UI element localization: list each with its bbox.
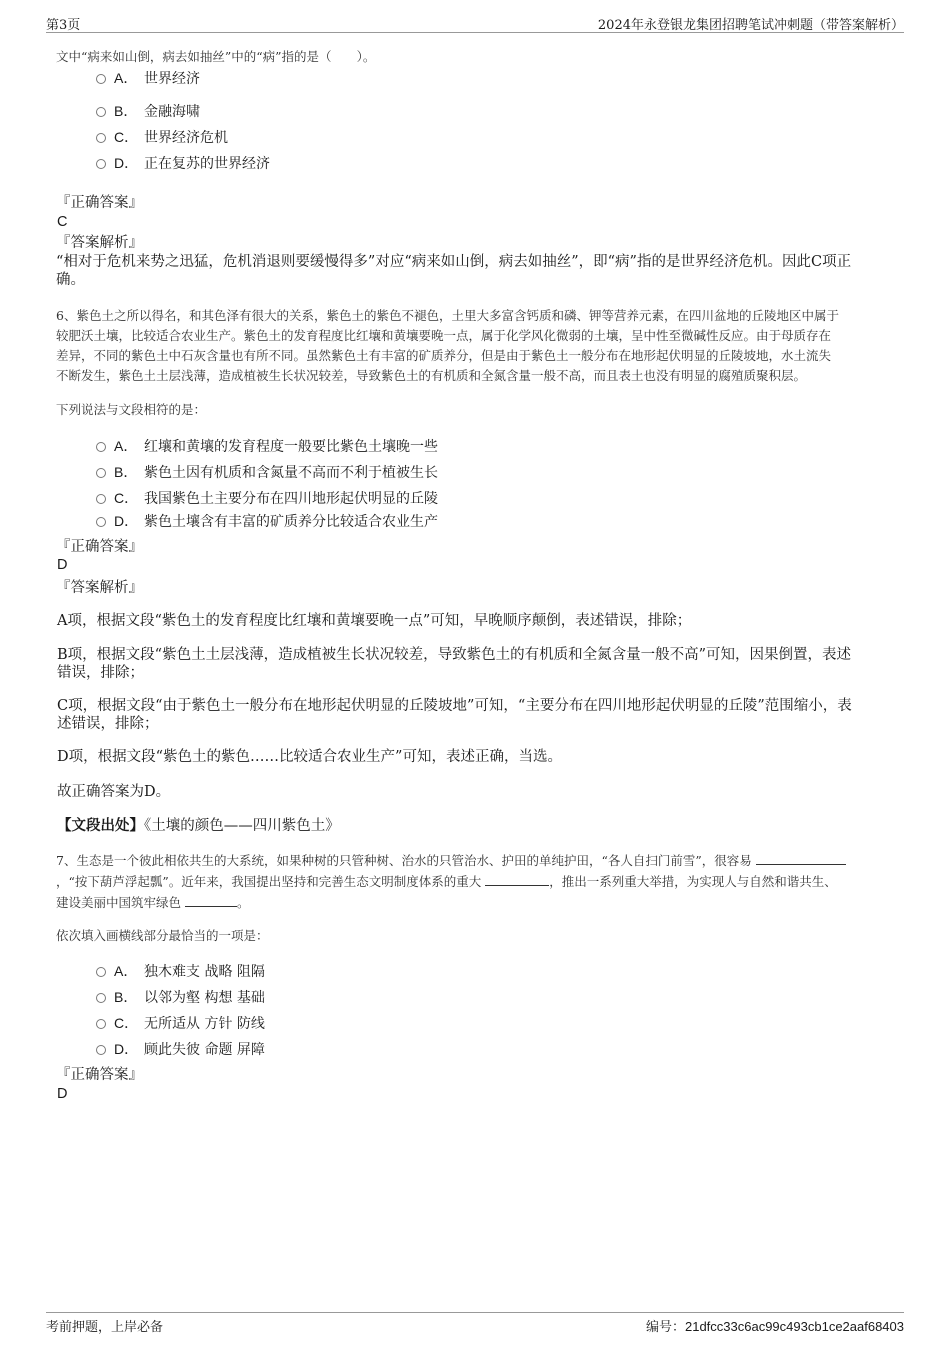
q6-option-c[interactable]: C． 我国紫色土主要分布在四川地形起伏明显的丘陵 bbox=[96, 488, 438, 508]
q6-passage-line-1: 6、紫色土之所以得名，和其色泽有很大的关系，紫色土的紫色不褪色，土里大多富含钙质和磷、钾等营养元素，在四川盆地的丘陵地区中属于 bbox=[56, 308, 839, 323]
page-number: 第3页 bbox=[46, 18, 81, 33]
radio-icon[interactable] bbox=[96, 159, 106, 169]
q7-option-a[interactable]: A． 独木难支 战略 阻隔 bbox=[96, 961, 265, 981]
q5-option-b[interactable]: B． 金融海啸 bbox=[96, 101, 200, 121]
q5-analysis-label: 『答案解析』 bbox=[56, 235, 143, 251]
q6-analysis-label: 『答案解析』 bbox=[56, 580, 143, 596]
q6-option-d[interactable]: D． 紫色土壤含有丰富的矿质养分比较适合农业生产 bbox=[96, 511, 438, 531]
footer-slogan: 考前押题，上岸必备 bbox=[46, 1320, 164, 1335]
q6-analysis-c-2: 述错误，排除； bbox=[57, 716, 159, 732]
q6-passage-line-3: 差异，不同的紫色土中石灰含量也有所不同。虽然紫色土有丰富的矿质养分，但是由于紫色土一般分布在地形起伏明显的丘陵坡地，水土流失 bbox=[56, 348, 832, 363]
q7-option-d[interactable]: D． 顾此失彼 命题 屏障 bbox=[96, 1039, 265, 1059]
page-header bbox=[46, 12, 904, 33]
q6-answer: D bbox=[57, 557, 68, 573]
q6-analysis-c-1: C项，根据文段“由于紫色土一般分布在地形起伏明显的丘陵坡地”可知，“主要分布在四川地形起伏明显的丘陵”范围缩小，表 bbox=[57, 698, 852, 714]
radio-icon[interactable] bbox=[96, 107, 106, 117]
fill-blank-1[interactable] bbox=[756, 852, 846, 865]
q6-analysis-d: D项，根据文段“紫色土的紫色……比较适合农业生产”可知，表述正确，当选。 bbox=[57, 749, 562, 765]
q6-analysis-a: A项，根据文段“紫色土的发育程度比红壤和黄壤要晚一点”可知，早晚顺序颠倒，表述错误，排除； bbox=[57, 613, 692, 629]
page-footer bbox=[46, 1312, 904, 1337]
q7-option-c[interactable]: C． 无所适从 方针 防线 bbox=[96, 1013, 265, 1033]
radio-icon[interactable] bbox=[96, 442, 106, 452]
q6-conclusion: 故正确答案为D。 bbox=[57, 784, 171, 800]
source-text: 《土壤的颜色——四川紫色土》 bbox=[144, 818, 340, 834]
radio-icon[interactable] bbox=[96, 993, 106, 1003]
q7-prompt: 依次填入画横线部分最恰当的一项是： bbox=[56, 928, 269, 943]
radio-icon[interactable] bbox=[96, 1045, 106, 1055]
q7-line-1: 7、生态是一个彼此相依共生的大系统，如果种树的只管种树、治水的只管治水、护田的单纯护田，“各人自扫门前雪”，很容易 bbox=[56, 850, 846, 871]
q7-line-2: ，“按下葫芦浮起瓢”。近年来，我国提出坚持和完善生态文明制度体系的重大 ，推出一系列重大举措，为实现人与自然和谐共生、 bbox=[56, 874, 837, 889]
fill-blank-3[interactable] bbox=[185, 894, 237, 907]
q5-option-d[interactable]: D． 正在复苏的世界经济 bbox=[96, 153, 270, 173]
radio-icon[interactable] bbox=[96, 1019, 106, 1029]
q7-answer: D bbox=[57, 1086, 68, 1102]
q6-passage-line-4: 不断发生，紫色土土层浅薄，造成植被生长状况较差，导致紫色土的有机质和全氮含量一般不高，而且表土也没有明显的腐殖质聚积层。 bbox=[56, 368, 807, 383]
q6-analysis-b-1: B项，根据文段“紫色土土层浅薄，造成植被生长状况较差，导致紫色土的有机质和全氮含量一般不高”可知，因果倒置，表述 bbox=[57, 647, 851, 663]
q6-option-a[interactable]: A． 红壤和黄壤的发育程度一般要比紫色土壤晚一些 bbox=[96, 436, 438, 456]
radio-icon[interactable] bbox=[96, 494, 106, 504]
q5-option-a[interactable]: A． 世界经济 bbox=[96, 68, 200, 88]
q6-passage-line-2: 较肥沃土壤，比较适合农业生产。紫色土的发育程度比红壤和黄壤要晚一点，属于化学风化微弱的土壤，呈中性至微碱性反应。由于母质存在 bbox=[56, 328, 832, 343]
q6-source bbox=[57, 816, 340, 836]
footer-code: 编号：21dfcc33c6ac99c493cb1ce2aaf68403 bbox=[645, 1319, 904, 1335]
q7-answer-label: 『正确答案』 bbox=[56, 1067, 143, 1083]
radio-icon[interactable] bbox=[96, 517, 106, 527]
q7-line-3: 建设美丽中国筑牢绿色 。 bbox=[56, 895, 250, 910]
radio-icon[interactable] bbox=[96, 468, 106, 478]
fill-blank-2[interactable] bbox=[485, 873, 549, 886]
radio-icon[interactable] bbox=[96, 74, 106, 84]
source-label: 【文段出处】 bbox=[57, 817, 144, 834]
q6-option-b[interactable]: B． 紫色土因有机质和含氮量不高而不利于植被生长 bbox=[96, 462, 438, 482]
q5-answer: C bbox=[57, 214, 68, 230]
q5-option-c[interactable]: C． 世界经济危机 bbox=[96, 127, 228, 147]
radio-icon[interactable] bbox=[96, 967, 106, 977]
radio-icon[interactable] bbox=[96, 133, 106, 143]
q5-answer-label: 『正确答案』 bbox=[56, 195, 143, 211]
q5-stem: 文中“病来如山倒，病去如抽丝”中的“病”指的是（ ）。 bbox=[56, 49, 376, 64]
q6-answer-label: 『正确答案』 bbox=[56, 539, 143, 555]
q5-analysis-line-2: 确。 bbox=[56, 272, 85, 288]
q6-prompt: 下列说法与文段相符的是： bbox=[56, 402, 207, 417]
q5-analysis-line-1: “相对于危机来势之迅猛，危机消退则要缓慢得多”对应“病来如山倒，病去如抽丝”，即“病”指的是世界经济危机。因此C项正 bbox=[56, 254, 852, 270]
q7-option-b[interactable]: B． 以邻为壑 构想 基础 bbox=[96, 987, 265, 1007]
q6-analysis-b-2: 错误，排除； bbox=[57, 665, 144, 681]
document-title: 2024年永登银龙集团招聘笔试冲刺题（带答案解析） bbox=[597, 18, 904, 33]
